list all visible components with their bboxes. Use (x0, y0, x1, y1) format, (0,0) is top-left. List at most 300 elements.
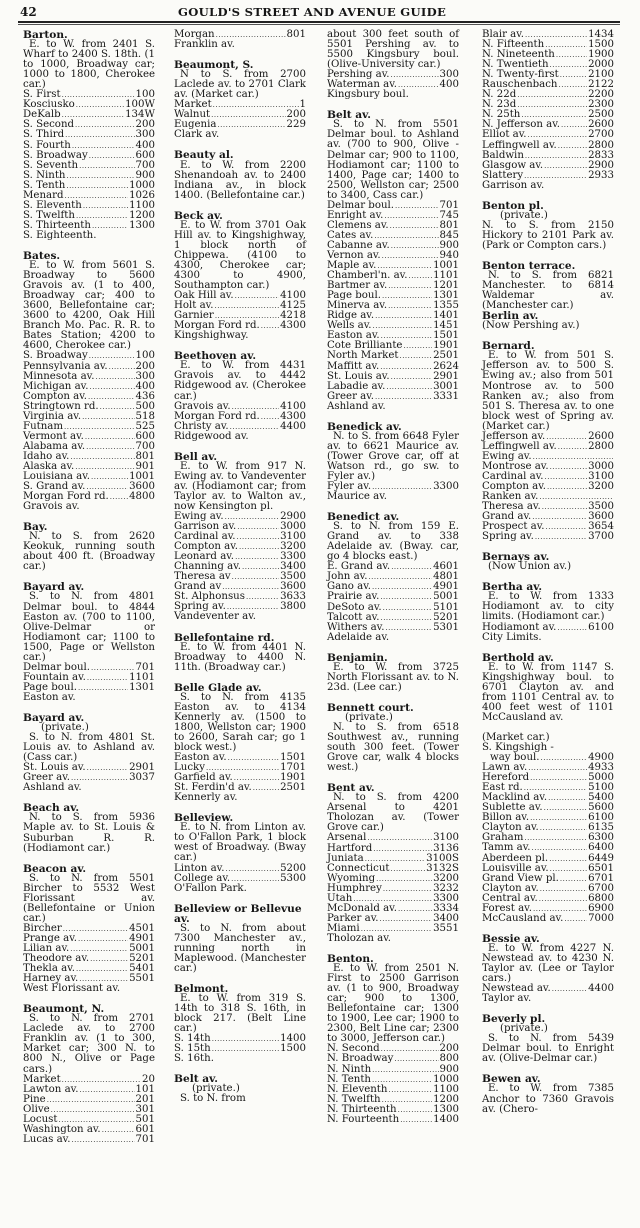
cross-street-name: St. Ferdin'd av. (174, 782, 252, 794)
house-number: 5400 (588, 792, 614, 804)
house-number: 3700 (588, 531, 614, 543)
cross-street-name: Withers av. (327, 621, 385, 633)
cross-street-name: Glasgow av. (482, 159, 544, 171)
house-number: 1901 (433, 340, 459, 352)
column-1 (23, 30, 155, 1155)
cross-street-name: Leffingwell av. (482, 139, 557, 151)
cross-street-name: Gano av. (327, 581, 372, 593)
cross-street-name: Pershing av. (327, 69, 390, 81)
cross-street-name: Morgan (174, 29, 215, 40)
dot-leader (549, 854, 587, 864)
dot-leader (70, 452, 134, 462)
street-name: Belleview or Bellevue av. (174, 902, 302, 925)
cross-street-name: Theresa av. (482, 501, 541, 513)
cross-street-row (23, 1135, 155, 1145)
dot-leader (398, 904, 432, 914)
cross-street-name: S. 15th (174, 1043, 211, 1055)
dot-leader (66, 181, 128, 191)
dot-leader (524, 833, 587, 843)
house-number: 518 (135, 410, 155, 422)
street-name: Beck av. (174, 209, 223, 222)
street-description: S. to N. from about 7300 Manchester av., running north in Maplewood. (Manchester car.) (174, 922, 306, 974)
street-description: N. to S. from 6518 Southwest av., running south 300 feet. (Tower Grove car, walk 4 blocks west.) (327, 722, 459, 774)
house-number: 134W (125, 109, 155, 121)
house-number: 4801 (433, 571, 459, 583)
street-entry (327, 954, 459, 1125)
house-number: 4900 (588, 752, 614, 764)
cross-street-name: Clemens av. (327, 219, 389, 231)
house-number: 6449 (588, 852, 614, 864)
cross-street-row (23, 130, 155, 140)
house-number: 4901 (129, 932, 155, 944)
street-entry (482, 1014, 614, 1064)
house-number: 3232 (433, 882, 459, 894)
cross-street-row (327, 492, 459, 502)
dot-leader (85, 432, 135, 442)
dot-leader (242, 562, 279, 572)
cross-street-name: Connecticut (327, 862, 390, 874)
dot-leader (79, 161, 134, 171)
dot-leader (391, 864, 426, 874)
dot-leader (382, 251, 439, 261)
street-entry (23, 864, 155, 995)
column-3 (327, 30, 459, 1135)
house-number: 2200 (588, 89, 614, 101)
cross-street-name: Baldwin (482, 149, 524, 161)
cross-street-name: Thekla av. (23, 963, 75, 975)
cross-street-name: N. Fourteenth (327, 1113, 400, 1125)
street-description: (Now Pershing av.) (482, 320, 580, 332)
cross-street-name: Theresa av (174, 571, 231, 583)
house-number: 301 (135, 1103, 155, 1115)
house-number: 5101 (433, 601, 459, 613)
street-name: Berlin av. (482, 310, 539, 323)
dot-leader (51, 1105, 135, 1115)
dot-leader (517, 90, 587, 100)
cross-street-name: Stringtown rd. (23, 400, 99, 412)
dot-leader (380, 592, 432, 602)
dot-leader (388, 1085, 432, 1095)
house-number: 101 (135, 1083, 155, 1095)
cross-street-row (327, 351, 459, 361)
cross-street-name: Greer av. (23, 772, 71, 784)
street-description: E. to W. from 3701 Oak Hill av. to Kingshighway, 1 block north of Chippewa. (4100 to 4300, Cherokee car; 4300 to 4900, Southampton car.) (174, 219, 306, 292)
cross-street-name: Lawton av. (23, 1083, 79, 1095)
cross-street-name: Taylor av. (482, 993, 532, 1005)
cross-street-name: McCausland av. (482, 912, 564, 924)
cross-street-name: Lawn av. (482, 762, 528, 774)
house-number: 3100 (433, 832, 459, 844)
cross-street-row (23, 693, 155, 703)
cross-street-name: Tholozan av. (327, 932, 391, 944)
cross-street-name: N. 23d (482, 99, 517, 111)
cross-street-name: Page boul. (23, 681, 77, 693)
dot-leader (547, 482, 587, 492)
house-number: 940 (439, 249, 459, 261)
street-name: Bayard av. (23, 581, 85, 594)
dot-leader (212, 1034, 279, 1044)
house-number: 5000 (588, 772, 614, 784)
cross-street-name: Ewing av. (482, 450, 532, 462)
house-number: 201 (135, 1093, 155, 1105)
cross-street-name: East rd. (482, 782, 523, 794)
cross-street-name: Walnut (174, 109, 211, 121)
house-number: 4601 (433, 561, 459, 573)
house-number: 3400 (433, 912, 459, 924)
cross-street-row (327, 833, 459, 843)
street-description: E. to W. from 2200 Shenandoah av. to 2400 Indiana av., in block 1400. (Bellefontaine car.) (174, 159, 306, 201)
column-2 (174, 30, 306, 1115)
street-name: Belmont. (174, 982, 229, 995)
house-number: 1500 (280, 1043, 306, 1055)
street-description: N. to S. from 5936 Maple av. to St. Louis & Suburban R. R. (Hodiamont car.) (23, 812, 155, 854)
cross-street-name: Morgan Ford rd. (174, 410, 260, 422)
street-description: S. to N. from 5501 Delmar boul. to Ashland av. (700 to 900, Olive - Delmar car; 900 to 1100, Hodiamont car; 1100 to 1400, Page car; 1400 to 2500, Wellston car; 2500 to 3400, Cass car.) (327, 119, 459, 201)
cross-street-name: DeSoto av. (327, 601, 382, 613)
house-number: 900 (439, 1063, 459, 1075)
street-name: Beaumont, N. (23, 1003, 105, 1016)
cross-street-name: Washington av. (23, 1123, 101, 1135)
cross-street-name: Tamm av. (482, 842, 531, 854)
cross-street-name: Fountain av. (23, 671, 86, 683)
house-number: 229 (286, 119, 306, 131)
house-number: 2300 (588, 99, 614, 111)
cross-street-row (174, 1054, 306, 1064)
dot-leader (391, 372, 432, 382)
dot-leader (517, 100, 587, 110)
cross-street-name: S. 16th. (174, 1053, 214, 1065)
house-number: 1501 (280, 752, 306, 764)
house-number: 1001 (129, 471, 155, 483)
house-number: 3100 (280, 531, 306, 543)
house-number: 500 (135, 400, 155, 412)
street-description: E. to W. from 4431 Gravois av. to 4442 Ridgewood av. (Cherokee car.) (174, 360, 306, 402)
house-number: 436 (135, 390, 155, 402)
dot-leader (90, 954, 128, 964)
street-entry (327, 512, 459, 643)
street-entry (327, 30, 459, 100)
house-number: 6300 (588, 832, 614, 844)
cross-street-name: S. Kingshigh - (482, 742, 554, 753)
street-entry (23, 522, 155, 572)
cross-street-name: S. Second (23, 119, 75, 131)
house-number: 3136 (433, 842, 459, 854)
cross-street-name: Humphrey (327, 882, 382, 894)
house-number: 700 (135, 159, 155, 171)
house-number: 1501 (433, 330, 459, 342)
cross-street-name: Grand av. (482, 511, 532, 523)
cross-street-name: Parker av. (327, 912, 379, 924)
dot-leader (91, 663, 135, 673)
street-description: N. to S. from 2150 Hickory to 2101 Park av. (Park or Compton cars.) (482, 219, 614, 251)
house-number: 2122 (588, 79, 614, 91)
dot-leader (86, 442, 134, 452)
dot-leader (544, 803, 587, 813)
street-name: Bayard av. (23, 712, 85, 724)
cross-street-row (327, 633, 459, 643)
street-entry (482, 30, 614, 191)
cross-street-row (482, 532, 614, 542)
street-entry (174, 60, 306, 140)
house-number: 2900 (280, 511, 306, 523)
house-number: 300 (439, 69, 459, 81)
cross-street-name: Michigan av. (23, 380, 89, 392)
cross-street-row (174, 884, 306, 894)
street-name: Bertha av. (482, 581, 543, 594)
house-number: 1 (299, 99, 306, 111)
cross-street-name: Lucas av. (23, 1133, 71, 1145)
house-number: 4100 (280, 400, 306, 412)
cross-street-name: S. Thirteenth (23, 219, 91, 231)
house-number: 3200 (433, 872, 459, 884)
dot-leader (92, 221, 128, 231)
dot-leader (91, 472, 128, 482)
street-description: S. to N. from 159 E. Grand av. to 338 Adelaide av. (Bway. car, go 4 blocks east.) (327, 521, 459, 563)
street-description: E. to N. from Linton av. to O'Fallon Park, 1 block west of Broadway. (Bway car.) (174, 822, 306, 864)
cross-street-name: Gravois av. (174, 400, 231, 412)
dot-leader (225, 864, 279, 874)
cross-street-name: Theodore av. (23, 953, 90, 965)
dot-leader (552, 984, 587, 994)
cross-street-name: Compton av. (174, 541, 238, 553)
dot-leader (559, 80, 588, 90)
street-name: Beaumont, S. (174, 59, 254, 72)
dot-leader (228, 753, 279, 763)
dot-leader (550, 462, 587, 472)
dot-leader (388, 301, 432, 311)
dot-leader (237, 532, 280, 542)
house-number: 2500 (588, 109, 614, 121)
cross-street-name: Greer av. (327, 390, 375, 402)
cross-street-name: Eugenia (174, 119, 217, 131)
dot-leader (261, 321, 279, 331)
cross-street-name: Channing av. (174, 561, 241, 573)
street-name: Beauty al. (174, 149, 234, 162)
street-name: Bessie av. (482, 932, 540, 945)
dot-leader (383, 884, 432, 894)
house-number: 400 (439, 79, 459, 91)
house-number: 3100S (426, 852, 459, 864)
house-number: 3300 (280, 551, 306, 563)
cross-street-name: Garrison av. (174, 521, 237, 533)
dot-leader (82, 412, 134, 422)
dot-leader (532, 843, 588, 853)
street-description: S. to N. from 4135 Easton av. to 4134 Kennerly av. (1500 to 1800, Wellston car; 1900 to 2600, Sarah car; go 1 block west.) (174, 691, 306, 753)
street-name: Bernard. (482, 340, 535, 353)
street-name: Bay. (23, 521, 48, 534)
street-name: Belt av. (174, 1073, 218, 1086)
house-number: 4400 (588, 983, 614, 995)
dot-leader (391, 241, 439, 251)
house-number: 1000 (129, 179, 155, 191)
house-number: 3654 (588, 521, 614, 533)
dot-leader (561, 120, 587, 130)
dot-leader (383, 603, 432, 613)
house-number: 5201 (129, 953, 155, 965)
cross-street-name: Kosciusko (23, 99, 75, 111)
cross-street-name: Enright av. (327, 209, 384, 221)
dot-leader (368, 572, 432, 582)
cross-street-row (482, 914, 614, 924)
cross-street-name: Rauschenbach (482, 79, 558, 91)
street-name: Beethoven av. (174, 350, 257, 363)
cross-street-row (482, 181, 614, 191)
page-number: 42 (20, 5, 37, 19)
house-number: 3600 (588, 511, 614, 523)
house-number: 4125 (280, 300, 306, 312)
house-number: 2501 (433, 350, 459, 362)
house-number: 200 (439, 1043, 459, 1055)
street-description: E. to W. from 3725 North Florissant av. to N. 23d. (Lee car.) (327, 661, 459, 693)
cross-street-name: S. Seventh (23, 159, 79, 171)
street-description: S. to N. from 5439 Delmar boul. to Enright av. (Olive-Delmar car.) (482, 1033, 614, 1065)
cross-street-name: Easton av. (327, 330, 380, 342)
cross-street-name: Christy av. (174, 420, 229, 432)
house-number: 3001 (433, 380, 459, 392)
cross-street-name: Montrose av. (482, 460, 549, 472)
house-number: 5200 (280, 862, 306, 874)
house-number: 2933 (588, 169, 614, 181)
cross-street-name: Garnier (174, 310, 214, 322)
cross-street-row (174, 612, 306, 622)
dot-leader (530, 773, 587, 783)
street-entry (23, 803, 155, 853)
cross-street-name: Graham (482, 832, 524, 844)
street-description: S. to N. from 2701 Laclede av. to 2700 Franklin av. (1 to 300, Market car; 300 N. to 800 N., Olive or Page cars.) (23, 1013, 155, 1075)
dot-leader (373, 321, 433, 331)
cross-street-name: Leffingwell av. (482, 440, 557, 452)
street-description: E. to W. from 1333 Hodiamont av. to city limits. (Hodiamont car.) (482, 591, 614, 623)
house-number: 300 (135, 129, 155, 141)
cross-street-name: Spring av. (482, 531, 534, 543)
house-number: 3331 (433, 390, 459, 402)
house-number: 3200 (280, 541, 306, 553)
cross-street-name: Maffitt av. (327, 360, 380, 372)
street-entry (482, 934, 614, 1004)
street-description: E. to W. from 2501 N. First to 2500 Garrison av. (1 to 900, Broadway car; 900 to 1300, Bellefontaine car; 1300 to 1900, Lee car; 1900 to 2300, Belt Line car; 2300 to 3000, Jefferson car.) (327, 963, 459, 1045)
cross-street-name: N. Twelfth (327, 1093, 381, 1105)
street-description: N. to S. from 2620 Keokuk, running south about 400 ft. (Broadway car.) (23, 531, 155, 573)
dot-leader (528, 130, 588, 140)
street-description: E. to W. from 2401 S. Wharf to 2400 S. 18th. (1 to 1000, Broadway car; 1000 to 1800, Cherokee car.) (23, 39, 155, 91)
dot-leader (560, 70, 587, 80)
house-number: 6100 (588, 621, 614, 633)
cross-street-name: Elliot av. (482, 129, 527, 141)
house-number: 2624 (433, 360, 459, 372)
cross-street-name: N. Twenty-first (482, 69, 559, 81)
street-name: Berthold av. (482, 651, 554, 664)
cross-street-name: Juniata (327, 852, 364, 864)
house-number: 20 (142, 1073, 155, 1085)
cross-street-name: N. 25th (482, 109, 521, 121)
cross-street-name: E. Grand av. (327, 561, 391, 573)
house-number: 3300 (433, 892, 459, 904)
street-name: Bewen av. (482, 1073, 541, 1086)
street-entry (23, 251, 155, 512)
street-entry (482, 582, 614, 642)
cross-street-name: Billon av. (482, 812, 530, 824)
street-entry (174, 984, 306, 1064)
house-number: 900 (439, 239, 459, 251)
dot-leader (390, 221, 439, 231)
house-number: 2600 (588, 430, 614, 442)
cross-street-name: N. Second (327, 1043, 380, 1055)
house-number: 3132S (426, 862, 459, 874)
cross-street-name: Oak Hill av. (174, 290, 234, 302)
house-number: 1901 (280, 772, 306, 784)
street-name: Belleview. (174, 812, 234, 825)
dot-leader (545, 472, 588, 482)
house-number: 3300 (433, 481, 459, 493)
cross-street-name: Vermont av. (23, 430, 84, 442)
cross-street-name: Cates av. (327, 229, 374, 241)
dot-leader (372, 1065, 438, 1075)
dot-leader (544, 161, 587, 171)
cross-street-name: Garfield av. (174, 772, 233, 784)
cross-street-name: Grand View pl. (482, 872, 559, 884)
dot-leader (373, 844, 432, 854)
cross-street-name: Ridgewood av. (174, 430, 249, 442)
dot-leader (89, 151, 135, 161)
dot-leader (110, 492, 128, 502)
cross-street-name: Ashland av. (327, 400, 386, 412)
house-number: 1301 (129, 681, 155, 693)
dot-leader (560, 874, 587, 884)
house-number: 4300 (280, 320, 306, 332)
house-number: 1201 (433, 280, 459, 292)
house-number: 3800 (280, 601, 306, 613)
cross-street-name: Franklin av. (174, 39, 235, 51)
cross-street-name: Alaska av. (23, 460, 75, 472)
cross-street-name: Garrison av. (482, 179, 545, 191)
street-entry (327, 703, 459, 773)
dot-leader (564, 914, 587, 924)
dot-leader (540, 823, 587, 833)
house-number: 2100 (588, 69, 614, 81)
dot-leader (386, 382, 432, 392)
cross-street-name: Idaho av. (23, 450, 70, 462)
house-number: 1026 (129, 189, 155, 201)
private-note: (private.) (192, 1083, 240, 1095)
cross-street-name: Leonard av. (174, 551, 235, 563)
house-number: 700 (135, 440, 155, 452)
dot-leader (66, 171, 134, 181)
cross-street-row (482, 130, 614, 140)
house-number: 1400 (433, 1113, 459, 1125)
street-entry (174, 150, 306, 200)
dot-leader (253, 783, 279, 793)
cross-street-name: S. Fourth (23, 139, 71, 151)
cross-street-name: Labadie av. (327, 380, 386, 392)
dot-leader (79, 1085, 134, 1095)
street-name: Bell av. (174, 450, 218, 463)
cross-street-name: College av. (174, 872, 231, 884)
cross-street-name: Delmar boul. (327, 199, 395, 211)
cross-street-name: Hartford (327, 842, 373, 854)
house-number: 1355 (433, 300, 459, 312)
house-number: 4300 (280, 410, 306, 422)
cross-street-row (23, 783, 155, 793)
cross-street-name: Waterman av. (327, 79, 398, 91)
street-entry (23, 1004, 155, 1145)
cross-street-name: Ewing av. (174, 511, 224, 523)
cross-street-name: Louisiana av. (23, 471, 91, 483)
cross-street-name: DeKalb (23, 109, 61, 121)
cross-street-name: Virginia av. (23, 410, 82, 422)
street-description: E. to W. from 319 S. 14th to 318 S. 16th, in block 217. (Belt Line car.) (174, 993, 306, 1035)
dot-leader (87, 763, 128, 773)
house-number: 5201 (433, 611, 459, 623)
